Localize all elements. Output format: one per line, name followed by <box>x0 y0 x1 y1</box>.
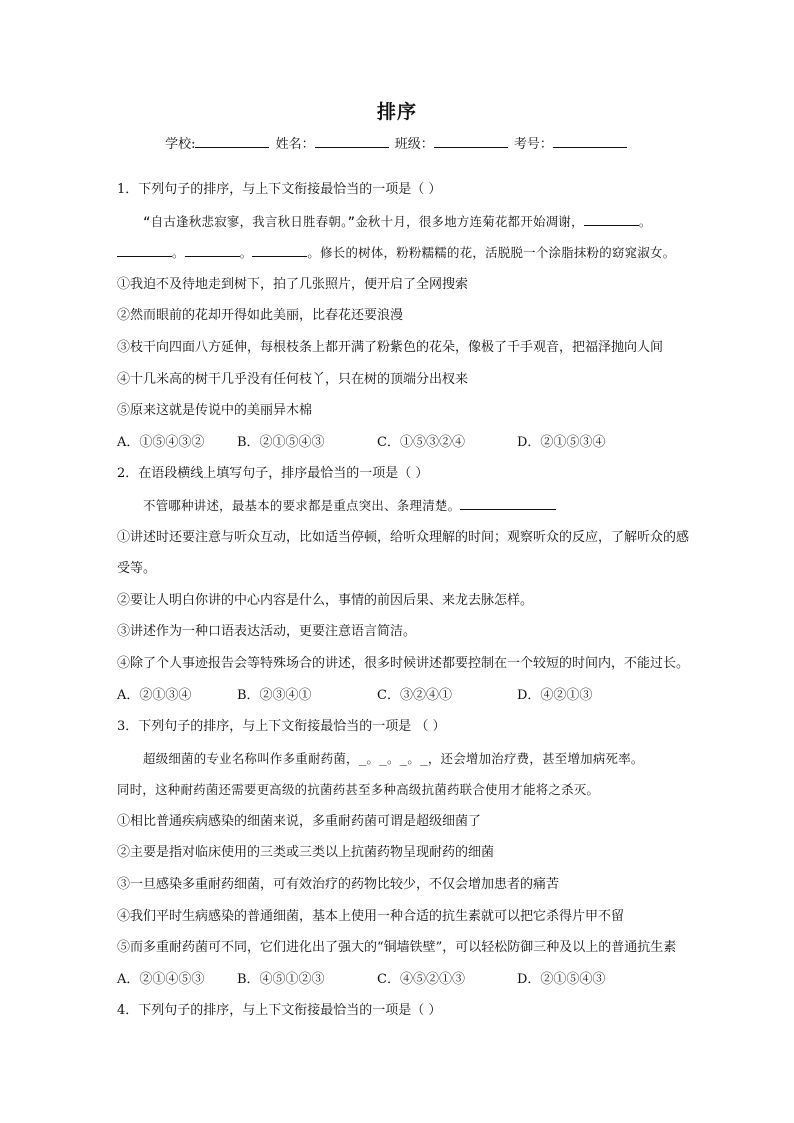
answer-blank[interactable] <box>185 244 240 257</box>
name-label: 姓名： <box>275 137 315 152</box>
class-blank[interactable] <box>434 135 508 148</box>
exam-number-label: 考号： <box>513 137 553 152</box>
question-3-item: ③一旦感染多重耐药细菌，可有效治疗的药物比较少，不仅会增加患者的痛苦 <box>117 877 560 893</box>
question-3-stem: 3．下列句子的排序，与上下文衔接最恰当的一项是 （ ） <box>117 719 446 735</box>
question-3-passage-line-2: 同时，这种耐药菌还需要更高级的抗菌药甚至多种高级抗菌药联合使用才能将之杀灭。 <box>117 782 600 798</box>
passage-text: “自古逢秋悲寂寥，我言秋日胜春朝。”金秋十月，很多地方连菊花都开始凋谢， <box>143 213 584 229</box>
option-c[interactable]: C．④⑤②①③ <box>377 971 465 987</box>
question-2-item: ③讲述作为一种口语表达活动，更要注意语言简洁。 <box>117 624 417 640</box>
question-3-item: ①相比普通疾病感染的细菌来说，多重耐药菌可谓是超级细菌了 <box>117 813 482 829</box>
student-info-line <box>0 133 794 152</box>
question-2-item: ②要让人明白你讲的中心内容是什么，事情的前因后果、来龙去脉怎样。 <box>117 592 534 608</box>
question-1-passage-line-1 <box>117 206 697 238</box>
question-1-item: ③枝干向四面八方延伸，每根枝条上都开满了粉紫色的花朵，像极了千手观音，把福泽抛向人间 <box>117 339 664 355</box>
option-a[interactable]: A．②①④⑤③ <box>117 971 205 987</box>
question-3-item: ②主要是指对临床使用的三类或三类以上抗菌药物呈现耐药的细菌 <box>117 845 495 861</box>
exam-number-blank[interactable] <box>553 135 627 148</box>
question-3-item: ⑤而多重耐药菌可不同，它们进化出了强大的“铜墙铁壁”，可以轻松防御三种及以上的普通抗生素 <box>117 940 677 956</box>
option-c[interactable]: C．①⑤③②④ <box>377 434 465 450</box>
question-1-item: ⑤原来这就是传说中的美丽异木棉 <box>117 403 313 419</box>
passage-text: 。 <box>172 245 185 261</box>
answer-blank[interactable] <box>460 497 556 510</box>
page-title: 排序 <box>376 101 417 123</box>
answer-blank[interactable] <box>117 244 172 257</box>
question-1-options <box>117 427 697 459</box>
passage-text: 。 <box>638 213 652 229</box>
school-label: 学校: <box>165 137 196 152</box>
option-d[interactable]: D．②①⑤④③ <box>517 971 606 987</box>
option-b[interactable]: B．②③④① <box>237 687 312 703</box>
question-2-item: ④除了个人事迹报告会等特殊场合的讲述，很多时候讲述都要控制在一个较短的时间内，不能过长。 <box>117 655 690 671</box>
questions-body <box>117 174 697 1027</box>
question-1-item: ②然而眼前的花却开得如此美丽，比春花还要浪漫 <box>117 308 404 324</box>
passage-text: 。 <box>239 245 253 261</box>
question-2-options <box>117 680 697 712</box>
question-2-passage <box>117 490 697 522</box>
question-2-item-continued: 受等。 <box>117 561 157 577</box>
option-d[interactable]: D．②①⑤③④ <box>517 434 606 450</box>
passage-text: 。修长的树体，粉粉糯糯的花，活脱脱一个涂脂抹粉的窈窕淑女。 <box>307 245 676 261</box>
question-1-stem: 1．下列句子的排序，与上下文衔接最恰当的一项是（ ） <box>117 182 442 197</box>
question-2-stem: 2．在语段横线上填写句子，排序最恰当的一项是（ ） <box>117 466 429 482</box>
question-1-item: ④十几米高的树干几乎没有任何枝丫，只在树的顶端分出杈来 <box>117 371 469 387</box>
question-1-passage-line-2 <box>117 237 697 269</box>
answer-blank[interactable] <box>584 213 639 226</box>
question-2-item: ①讲述时还要注意与听众互动，比如适当停顿，给听众理解的时间；观察听众的反应，了解听众的感 <box>117 529 690 545</box>
class-label: 班级： <box>394 137 434 152</box>
option-b[interactable]: B．④⑤①②③ <box>237 971 325 987</box>
passage-text: 不管哪种讲述，最基本的要求都是重点突出、条理清楚。 <box>143 497 461 513</box>
question-3-item: ④我们平时生病感染的普通细菌，基本上使用一种合适的抗生素就可以把它杀得片甲不留 <box>117 908 625 924</box>
answer-blank[interactable] <box>252 244 307 257</box>
name-blank[interactable] <box>315 135 389 148</box>
question-3-passage-line-1: 超级细菌的专业名称叫作多重耐药菌，_。_。_。_，还会增加治疗费，甚至增加病死率。 <box>143 750 644 766</box>
question-1-item: ①我迫不及待地走到树下，拍了几张照片，便开启了全网搜索 <box>117 276 469 292</box>
question-4-stem: 4．下列句子的排序，与上下文衔接最恰当的一项是（ ） <box>117 1003 442 1019</box>
option-d[interactable]: D．④②①③ <box>517 687 593 703</box>
option-b[interactable]: B．②①⑤④③ <box>237 434 325 450</box>
question-3-options <box>117 964 697 996</box>
school-blank[interactable] <box>195 135 269 148</box>
option-c[interactable]: C．③②④① <box>377 687 452 703</box>
option-a[interactable]: A．②①③④ <box>117 687 192 703</box>
option-a[interactable]: A．①⑤④③② <box>117 434 205 450</box>
